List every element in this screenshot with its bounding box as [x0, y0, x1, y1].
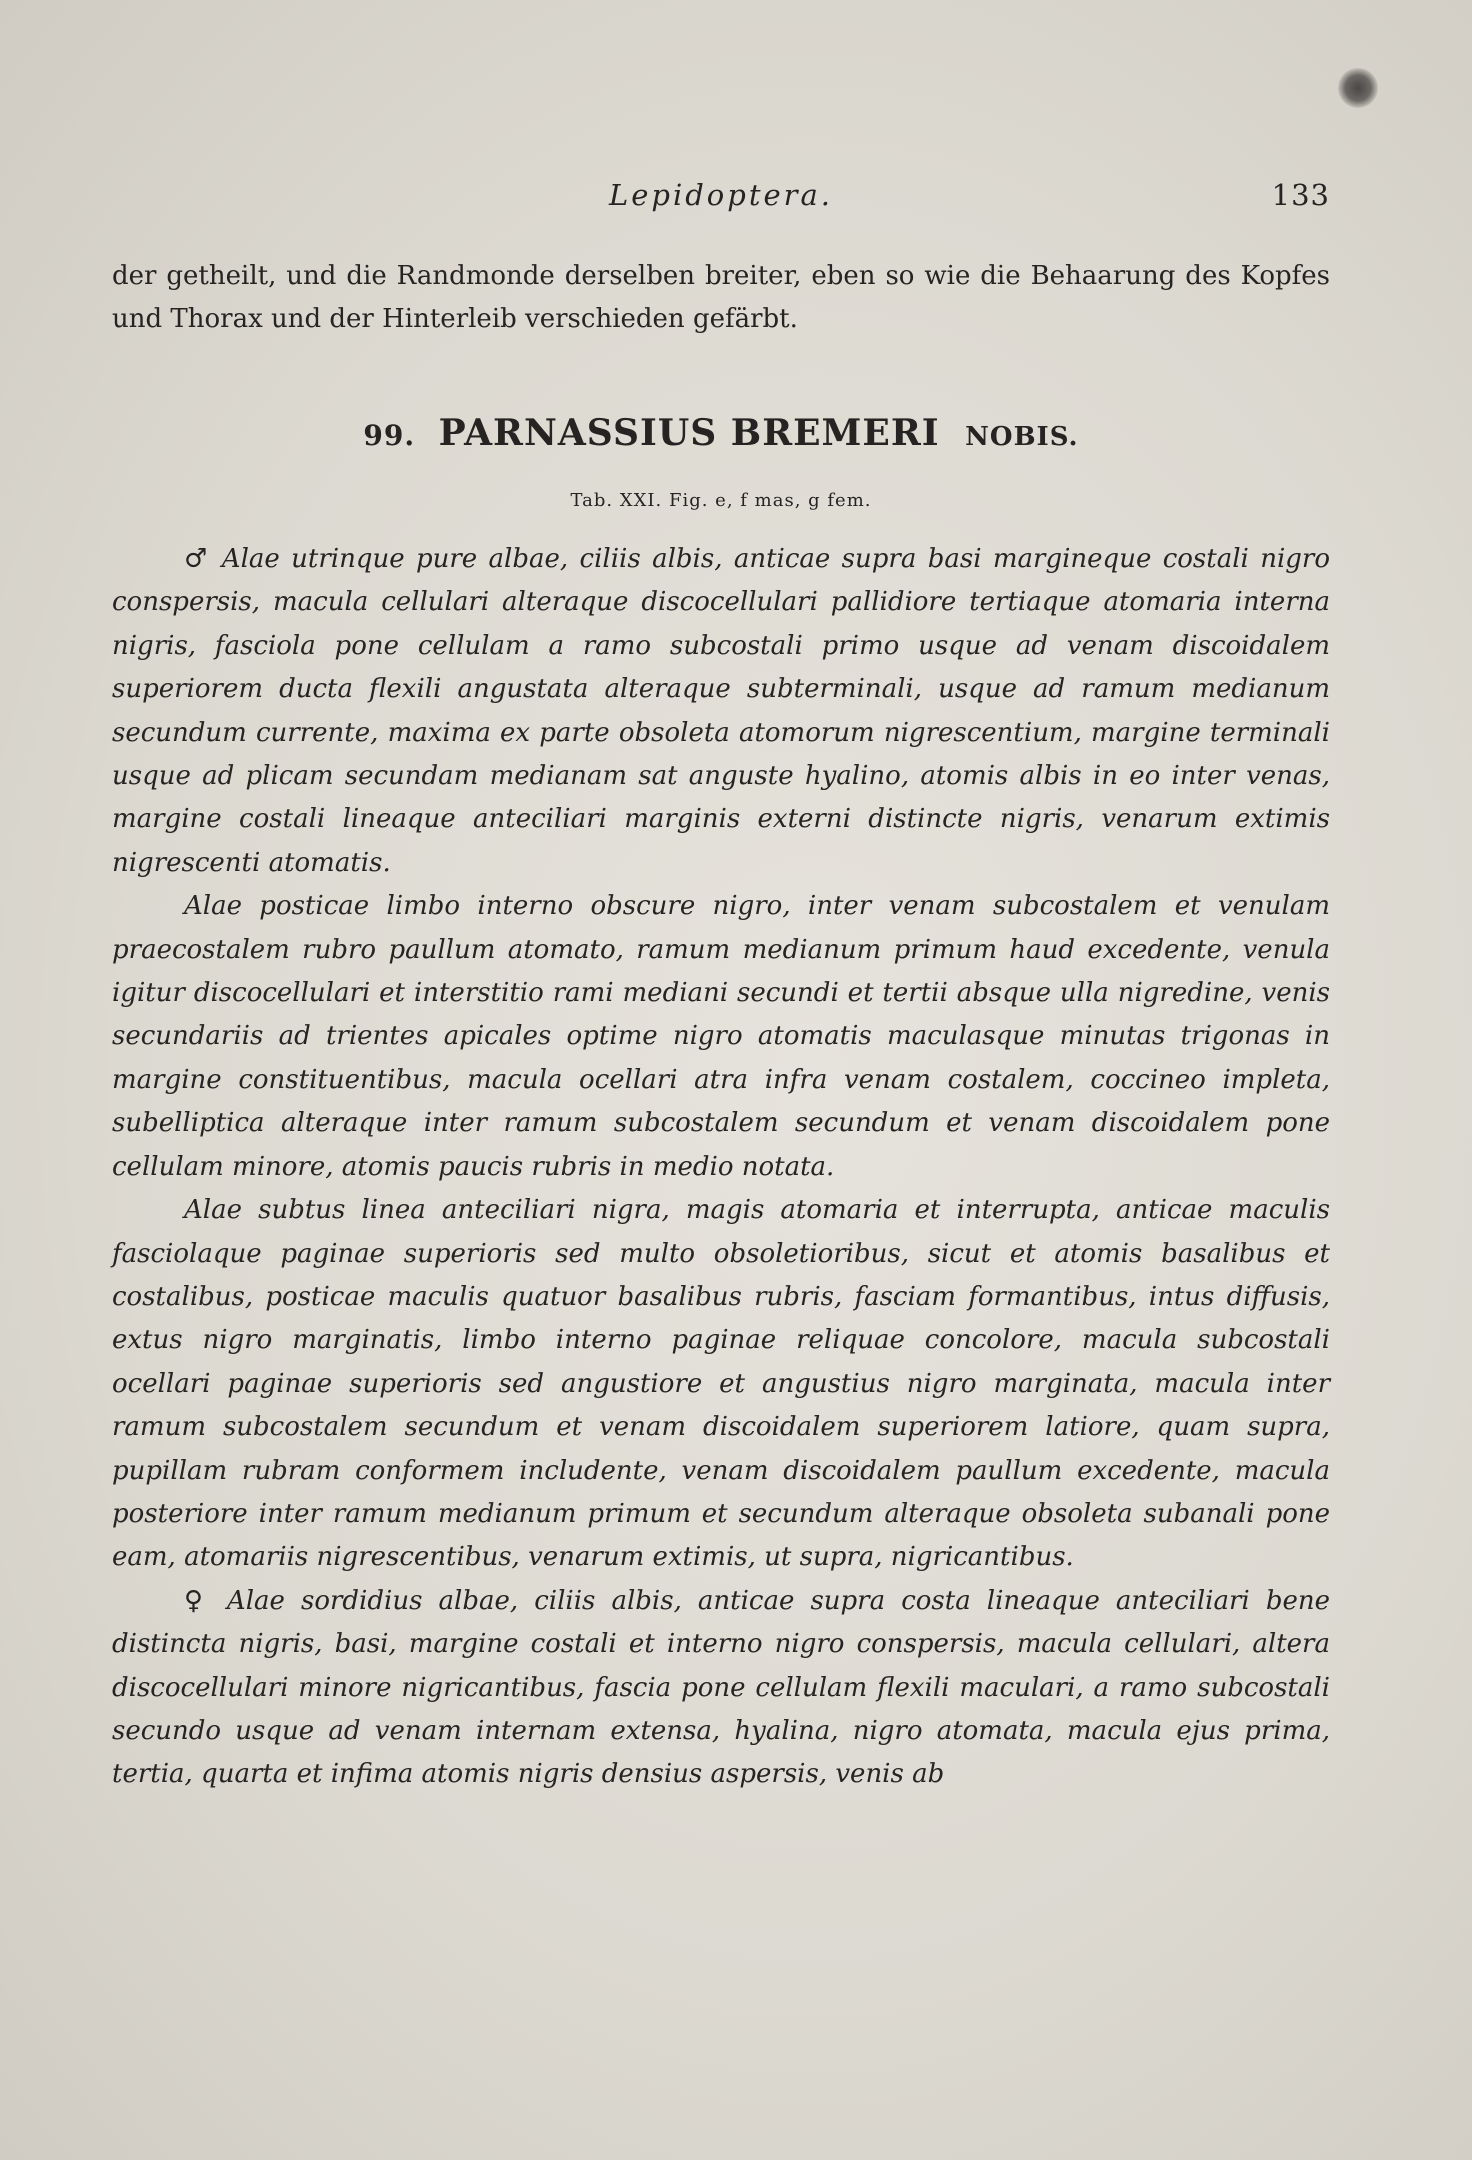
male-symbol-icon: ♂	[184, 544, 211, 574]
paragraph-male	[112, 538, 1330, 885]
female-symbol-icon: ♀	[184, 1585, 211, 1616]
description-body	[112, 538, 1330, 1797]
paragraph-text: Alae subtus linea anteciliari nigra, magis atomaria et interrupta, anticae maculis fasciolaque paginae superioris sed multo obsoletioribus, sicut et atomis basalibus et costalibus, posticae maculis quatuor basalibus rubris, fasciam formantibus, intus diffusis, extus nigro marginatis, limbo interno paginae reliquae concolore, macula subcostali ocellari paginae superioris sed angustiore et angustius nigro marginata, macula inter ramum subcostalem secundum et venam discoidalem superiorem latiore, quam supra, pupillam rubram conformem includente, venam discoidalem paullum excedente, macula posteriore inter ramum medianum primum et secundum alteraque obsoleta subanali pone eam, atomariis nigrescentibus, venarum extimis, ut supra, nigricantibus.	[112, 1195, 1330, 1573]
running-title: Lepidoptera.	[608, 178, 834, 212]
species-number: 99.	[363, 419, 416, 452]
paragraph-female	[112, 1580, 1330, 1797]
ink-spot	[1338, 68, 1378, 108]
species-name: PARNASSIUS BREMERI	[438, 412, 940, 454]
paragraph-hindwing	[112, 885, 1330, 1189]
continuation-text: der getheilt, und die Randmonde derselben breiter, eben so wie die Behaarung des Kopfes und Thorax und der Hinterleib verschieden gefärbt.	[112, 261, 1330, 334]
species-author: NOBIS.	[965, 422, 1079, 452]
paragraph-underside	[112, 1189, 1330, 1580]
page-number: 133	[1271, 178, 1330, 212]
paragraph-text: Alae utrinque pure albae, ciliis albis, anticae supra basi margineque costali nigro conspersis, macula cellulari alteraque discocellulari pallidiore tertiaque atomaria interna nigris, fasciola pone cellulam a ramo subcostali primo usque ad venam discoidalem superiorem ducta flexili angustata alteraque subterminali, usque ad ramum medianum secundum currente, maxima ex parte obsoleta atomorum nigrescentium, margine terminali usque ad plicam secundam medianam sat anguste hyalino, atomis albis in eo inter venas, margine costali lineaque anteciliari marginis externi distincte nigris, venarum extimis nigrescenti atomatis.	[112, 544, 1330, 878]
paragraph-text: Alae sordidius albae, ciliis albis, anticae supra costa lineaque anteciliari bene distincta nigris, basi, margine costali et interno nigro conspersis, macula cellulari, altera discocellulari minore nigricantibus, fascia pone cellulam flexili maculari, a ramo subcostali secundo usque ad venam internam extensa, hyalina, nigro atomata, macula ejus prima, tertia, quarta et infima atomis nigris densius aspersis, venis ab	[112, 1585, 1330, 1790]
paragraph-text: Alae posticae limbo interno obscure nigro, inter venam subcostalem et venulam praecostalem rubro paullum atomato, ramum medianum primum haud excedente, venula igitur discocellulari et interstitio rami mediani secundi et tertii absque ulla nigredine, venis secundariis ad trientes apicales optime nigro atomatis maculasque minutas trigonas in margine constituentibus, macula ocellari atra infra venam costalem, coccineo impleta, subelliptica alteraque inter ramum subcostalem secundum et venam discoidalem pone cellulam minore, atomis paucis rubris in medio notata.	[112, 891, 1330, 1182]
species-heading	[112, 412, 1330, 454]
running-head	[112, 178, 1330, 222]
plate-reference: Tab. XXI. Fig. e, f mas, g fem.	[570, 490, 872, 511]
